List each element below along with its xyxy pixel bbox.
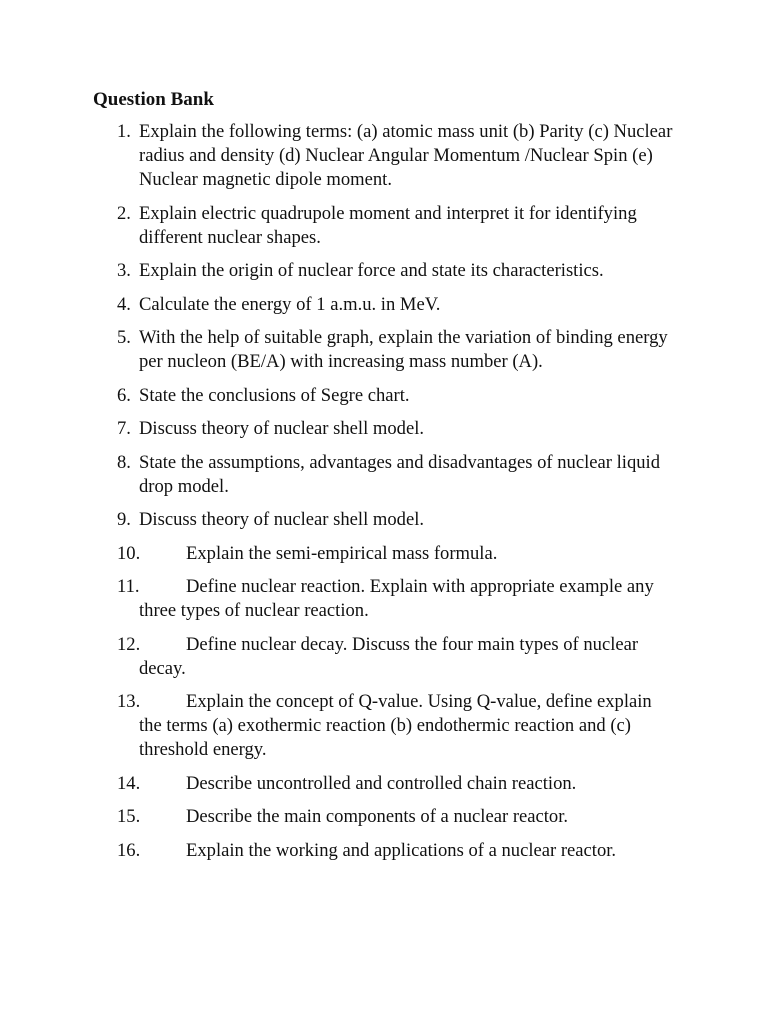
question-number: 12. [117, 633, 141, 655]
question-item [0, 575, 768, 623]
question-number: 16. [117, 839, 141, 861]
question-text: Explain electric quadrupole moment and interpret it for identifying different nuclear shapes. [139, 202, 637, 248]
question-number: 4. [117, 293, 131, 315]
question-number: 3. [117, 260, 131, 281]
question-text: Describe uncontrolled and controlled chain reaction. [186, 772, 577, 794]
question-number: 1. [117, 121, 131, 142]
question-number: 13. [117, 691, 141, 712]
question-item [0, 690, 768, 762]
question-number: 2. [117, 202, 131, 224]
question-item [0, 417, 768, 441]
question-number: 11. [117, 576, 140, 597]
question-item [0, 326, 768, 374]
question-text: Explain the working and applications of a nuclear reactor. [186, 839, 617, 861]
question-number: 15. [117, 806, 141, 827]
question-number: 9. [117, 509, 131, 530]
question-text: State the conclusions of Segre chart. [139, 384, 410, 406]
question-text: Define nuclear decay. Discuss the four main types of nuclear decay. [139, 633, 639, 679]
question-text: Discuss theory of nuclear shell model. [139, 418, 425, 439]
question-text: State the assumptions, advantages and disadvantages of nuclear liquid drop model. [139, 451, 661, 497]
page-title: Question Bank [93, 89, 214, 110]
question-item [0, 839, 768, 863]
question-item [0, 384, 768, 408]
question-number: 10. [117, 542, 141, 564]
question-item [0, 633, 768, 681]
question-text: Explain the concept of Q-value. Using Q-value, define explain the terms (a) exothermic reaction (b) endothermic reaction and (c) threshold energy. [139, 691, 652, 760]
question-text: Calculate the energy of 1 a.m.u. in MeV. [139, 293, 441, 315]
question-text: Define nuclear reaction. Explain with appropriate example any three types of nuclear reaction. [139, 576, 654, 621]
question-number: 14. [117, 772, 141, 794]
question-number: 7. [117, 418, 131, 439]
question-list [0, 120, 768, 872]
question-text: Describe the main components of a nuclear reactor. [186, 806, 569, 827]
question-item [0, 293, 768, 317]
question-item [0, 542, 768, 566]
question-text: Explain the following terms: (a) atomic mass unit (b) Parity (c) Nuclear radius and density (d) Nuclear Angular Momentum /Nuclear Spin (e) Nuclear magnetic dipole moment. [139, 121, 673, 190]
question-item [0, 259, 768, 283]
question-item [0, 451, 768, 499]
question-item [0, 202, 768, 250]
question-text: Explain the semi-empirical mass formula. [186, 542, 498, 564]
question-item [0, 772, 768, 796]
question-item [0, 120, 768, 192]
question-text: With the help of suitable graph, explain the variation of binding energy per nucleon (BE/A) with increasing mass number (A). [139, 327, 668, 372]
question-text: Discuss theory of nuclear shell model. [139, 509, 425, 530]
question-item [0, 805, 768, 829]
question-item [0, 508, 768, 532]
question-number: 8. [117, 451, 131, 473]
question-number: 6. [117, 384, 131, 406]
question-number: 5. [117, 327, 131, 348]
question-text: Explain the origin of nuclear force and state its characteristics. [139, 260, 604, 281]
